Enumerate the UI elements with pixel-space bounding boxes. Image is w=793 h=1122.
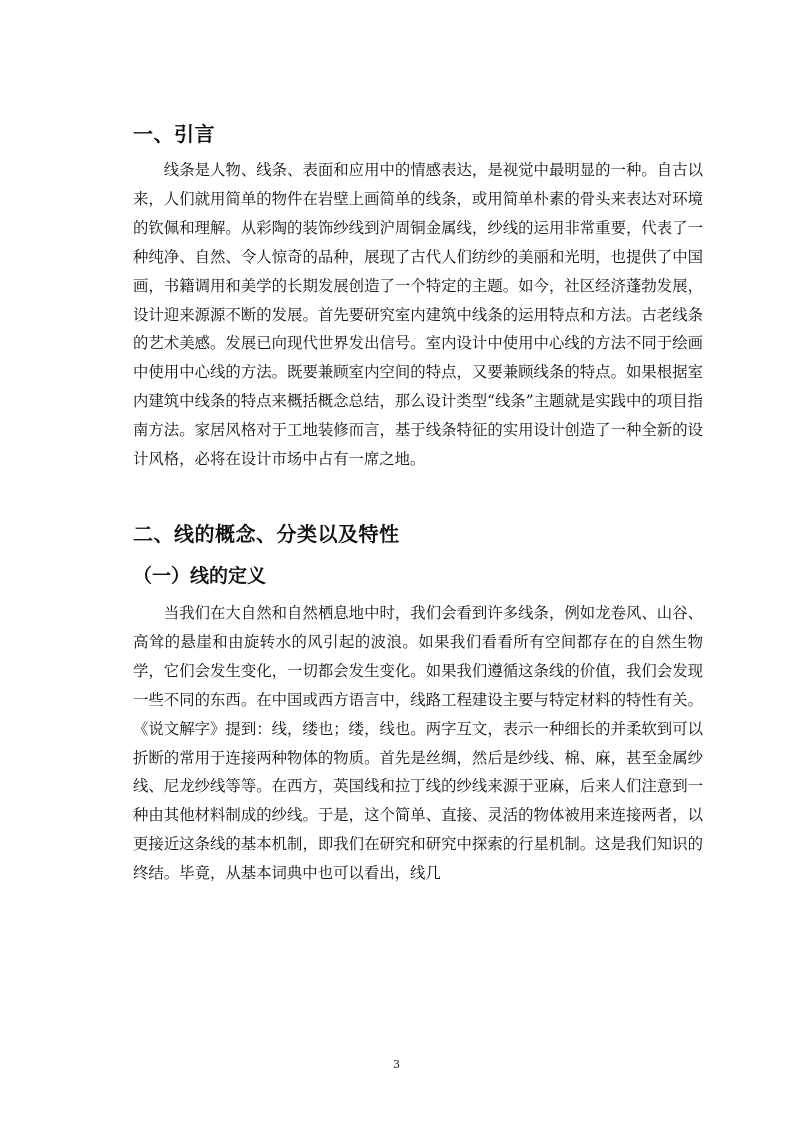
subsection-heading-definition: （一）线的定义 — [133, 564, 267, 587]
page-content — [133, 118, 703, 888]
section-heading-intro: 一、引言 — [133, 122, 215, 146]
page-number: 3 — [393, 1058, 400, 1071]
definition-paragraph: 当我们在大自然和自然栖息地中时，我们会看到许多线条，例如龙卷风、山谷、高耸的悬崖和由旋转水的风引起的波浪。如果我们看看所有空间都存在的自然生物学，它们会发生变化，一切都会发生变化。如果我们遵循这条线的价值，我们会发现一些不同的东西。在中国或西方语言中，线路工程建设主要与特定材料的特性有关。《说文解字》提到：线，缕也；缕，线也。两字互文，表示一种细长的并柔软到可以折断的常用于连接两种物体的物质。首先是丝绸，然后是纱线、棉、麻，甚至金属纱线、尼龙纱线等等。在西方，英国线和拉丁线的纱线来源于亚麻，后来人们注意到一种由其他材料制成的纱线。于是，这个简单、直接、灵活的物体被用来连接两者，以更接近这条线的基本机制，即我们在研究和研究中探索的行星机制。这是我们知识的终结。毕竟，从基本词典中也可以看出，线几 — [133, 603, 703, 883]
intro-paragraph: 线条是人物、线条、表面和应用中的情感表达，是视觉中最明显的一种。自古以来，人们就用简单的物件在岩壁上画简单的线条，或用简单朴素的骨头来表达对环境的钦佩和理解。从彩陶的装饰纱线到沪周铜金属线，纱线的运用非常重要，代表了一种纯净、自然、令人惊奇的品种，展现了古代人们纺纱的美丽和光明，也提供了中国画，书籍调用和美学的长期发展创造了一个特定的主题。如今，社区经济蓬勃发展，设计迎来源源不断的发展。首先要研究室内建筑中线条的运用特点和方法。古老线条的艺术美感。发展已向现代世界发出信号。室内设计中使用中心线的方法不同于绘画中使用中心线的方法。既要兼顾室内空间的特点，又要兼顾线条的特点。如果根据室内建筑中线条的特点来概括概念总结，那么设计类型“线条”主题就是实践中的项目指南方法。家居风格对于工地装修而言，基于线条特征的实用设计创造了一种全新的设计风格，必将在设计市场中占有一席之地。 — [133, 161, 703, 469]
section-heading-concept: 二、线的概念、分类以及特性 — [133, 521, 400, 546]
